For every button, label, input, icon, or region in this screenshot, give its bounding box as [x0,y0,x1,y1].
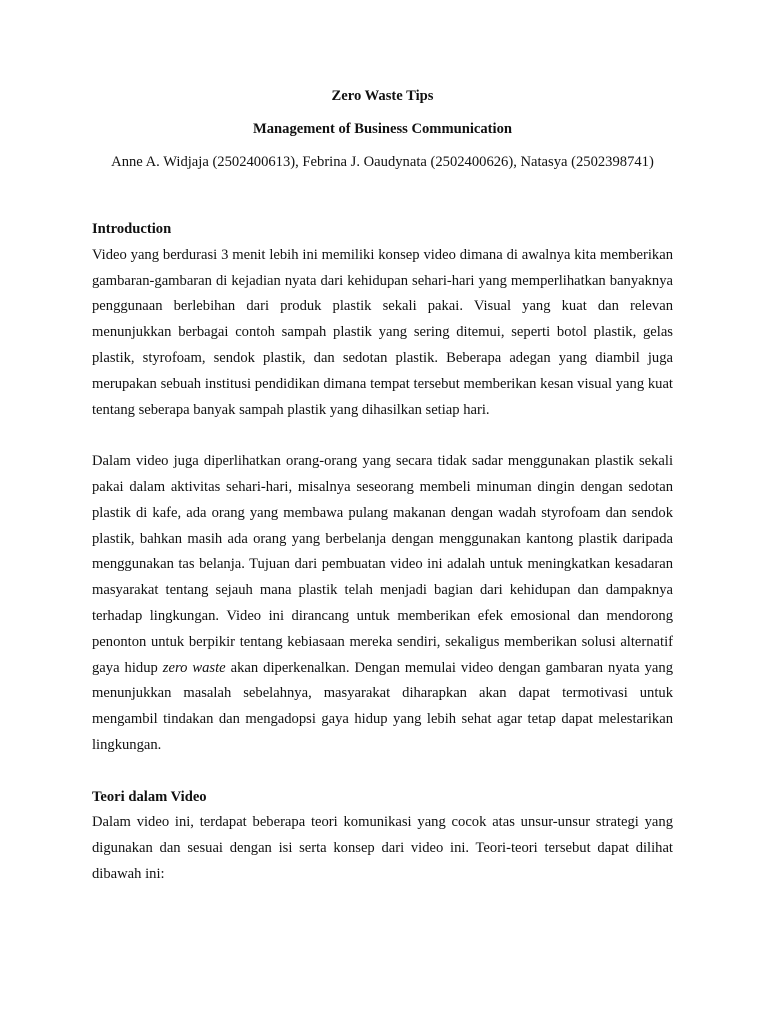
spacer [92,759,673,785]
theory-section [92,785,673,888]
introduction-section [92,217,673,759]
introduction-heading: Introduction [92,221,172,237]
spacer [92,423,673,449]
document-authors: Anne A. Widjaja (2502400613), Febrina J. Oaudynata (2502400626), Natasya (2502398741) [111,154,654,170]
italic-term: zero waste [162,659,226,676]
theory-paragraph-1: Dalam video ini, terdapat beberapa teori komunikasi yang cocok atas unsur-unsur strategi yang digunakan dan sesuai dengan isi serta konsep dari video ini. Teori-teori tersebut dapat dilihat dibawah ini: [92,814,673,882]
spacer [92,172,673,217]
document-title: Zero Waste Tips [331,88,434,104]
introduction-paragraph-1: Video yang berdurasi 3 menit lebih ini memiliki konsep video dimana di awalnya kita memberikan gambaran-gambaran di kejadian nyata dari kehidupan sehari-hari yang memperlihatkan banyaknya penggunaan berlebihan dari produk plastik sekali pakai. Visual yang kuat dan relevan menunjukkan berbagai contoh sampah plastik yang sering ditemui, seperti botol plastik, gelas plastik, styrofoam, sendok plastik, dan sedotan plastik. Beberapa adegan yang diambil juga merupakan sebuah institusi pendidikan dimana tempat tersebut memberikan kesan visual yang kuat tentang seberapa banyak sampah plastik yang dihasilkan setiap hari. [92,246,673,418]
paragraph-text: Dalam video juga diperlihatkan orang-orang yang secara tidak sadar menggunakan plastik sekali pakai dalam aktivitas sehari-hari, misalnya seseorang membeli minuman dingin dengan sedotan plastik di kafe, ada orang yang membawa pulang makanan dengan wadah styrofoam dan sendok plastik, bahkan masih ada orang yang berbelanja dengan menggunakan kantong plastik daripada menggunakan tas belanja. Tujuan dari pembuatan video ini adalah untuk meningkatkan kesadaran masyarakat tentang sejauh mana plastik telah menjadi bagian dari kehidupan dan dampaknya terhadap lingkungan. Video ini dirancang untuk memberikan efek emosional dan mendorong penonton untuk berpikir tentang kebiasaan mereka sendiri, sekaligus memberikan solusi alternatif gaya hidup [92,453,673,676]
document-subtitle: Management of Business Communication [252,121,513,137]
paragraph-text: akan diperkenalkan. Dengan memulai video dengan gambaran nyata yang menunjukkan masalah sebelahnya, masyarakat diharapkan akan dapat termotivasi untuk mengambil tindakan dan mengadopsi gaya hidup yang lebih sehat agar tetap dapat melestarikan lingkungan. [92,659,673,753]
introduction-paragraph-2 [92,449,673,759]
theory-heading: Teori dalam Video [92,788,207,805]
document-page [92,86,673,888]
